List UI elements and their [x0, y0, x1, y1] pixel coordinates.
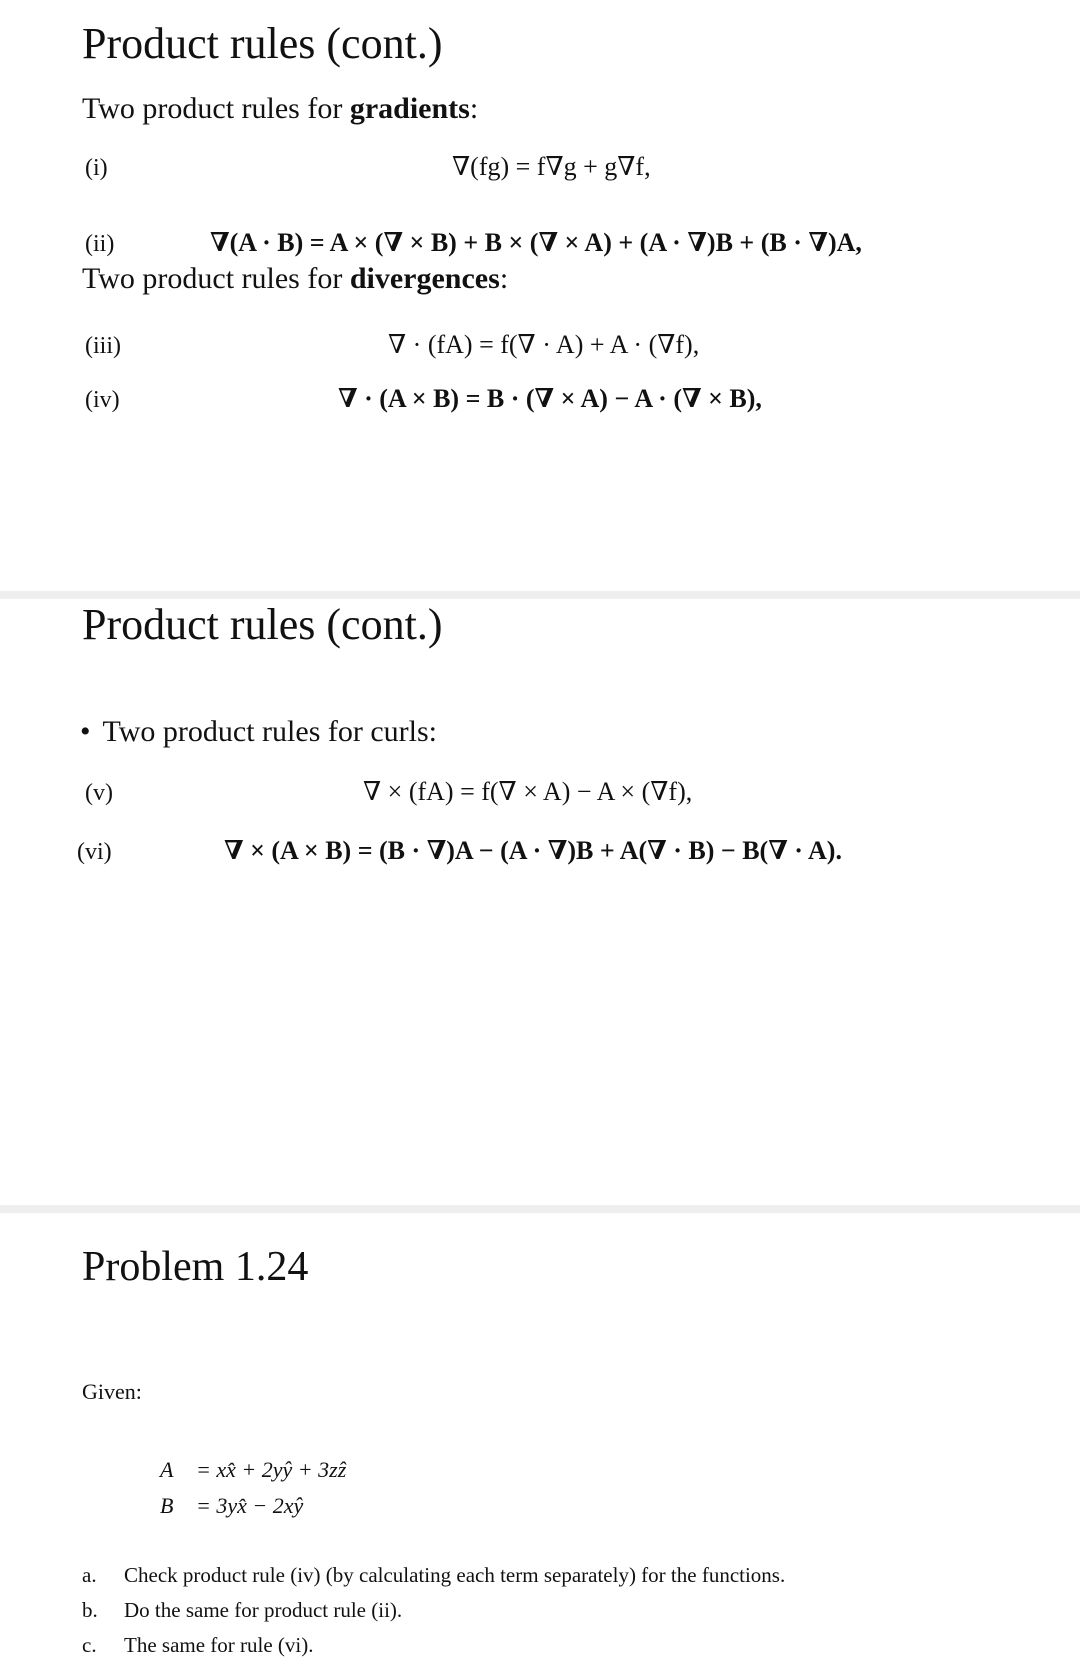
rule-label: (iv)	[85, 387, 120, 413]
list-text: The same for rule (vi).	[124, 1633, 314, 1657]
list-marker: c.	[82, 1633, 97, 1657]
slide-product-rules-1	[0, 0, 1080, 591]
rule-label: (iii)	[85, 333, 121, 359]
gradients-heading: Two product rules for gradients:	[82, 92, 479, 125]
list-marker: b.	[82, 1598, 98, 1622]
list-item	[82, 1598, 402, 1623]
slide-title: Problem 1.24	[82, 1244, 309, 1290]
divergences-heading: Two product rules for divergences:	[82, 262, 509, 295]
bullet-icon: •	[80, 715, 91, 748]
equation-v: ∇ × (fA) = f(∇ × A) − A × (∇f),	[363, 777, 693, 806]
rule-label: (i)	[85, 155, 108, 181]
rule-label: (v)	[85, 780, 113, 806]
equation-i: ∇(fg) = f∇g + g∇f,	[452, 152, 651, 181]
list-text: Do the same for product rule (ii).	[124, 1598, 403, 1622]
rule-label: (ii)	[85, 231, 115, 257]
slide-title: Product rules (cont.)	[82, 600, 443, 649]
slide-title: Product rules (cont.)	[82, 19, 443, 68]
curls-bullet: • Two product rules for curls:	[80, 715, 437, 748]
vector-b-definition: B⃗ = 3yx̂ − 2xŷ	[160, 1493, 304, 1518]
given-label: Given:	[82, 1379, 142, 1404]
list-item	[82, 1633, 314, 1658]
slide-divider	[0, 1205, 1080, 1213]
slide-problem-1-24	[0, 1213, 1080, 1666]
list-text: Check product rule (iv) (by calculating each term separately) for the functions.	[124, 1563, 786, 1587]
list-item	[82, 1563, 785, 1588]
vector-a-definition: A⃗ = xx̂ + 2yŷ + 3zẑ	[160, 1457, 347, 1482]
equation-ii: ∇(A · B) = A × (∇ × B) + B × (∇ × A) + (A · ∇)B + (B · ∇)A,	[210, 228, 862, 257]
rule-label: (vi)	[77, 839, 112, 865]
equation-vi: ∇ × (A × B) = (B · ∇)A − (A · ∇)B + A(∇ · B) − B(∇ · A).	[224, 836, 842, 865]
slide-divider	[0, 591, 1080, 599]
equation-iii: ∇ · (fA) = f(∇ · A) + A · (∇f),	[388, 330, 700, 359]
equation-iv: ∇ · (A × B) = B · (∇ × A) − A · (∇ × B),	[338, 384, 762, 413]
slide-product-rules-2	[0, 599, 1080, 1205]
list-marker: a.	[82, 1563, 97, 1587]
